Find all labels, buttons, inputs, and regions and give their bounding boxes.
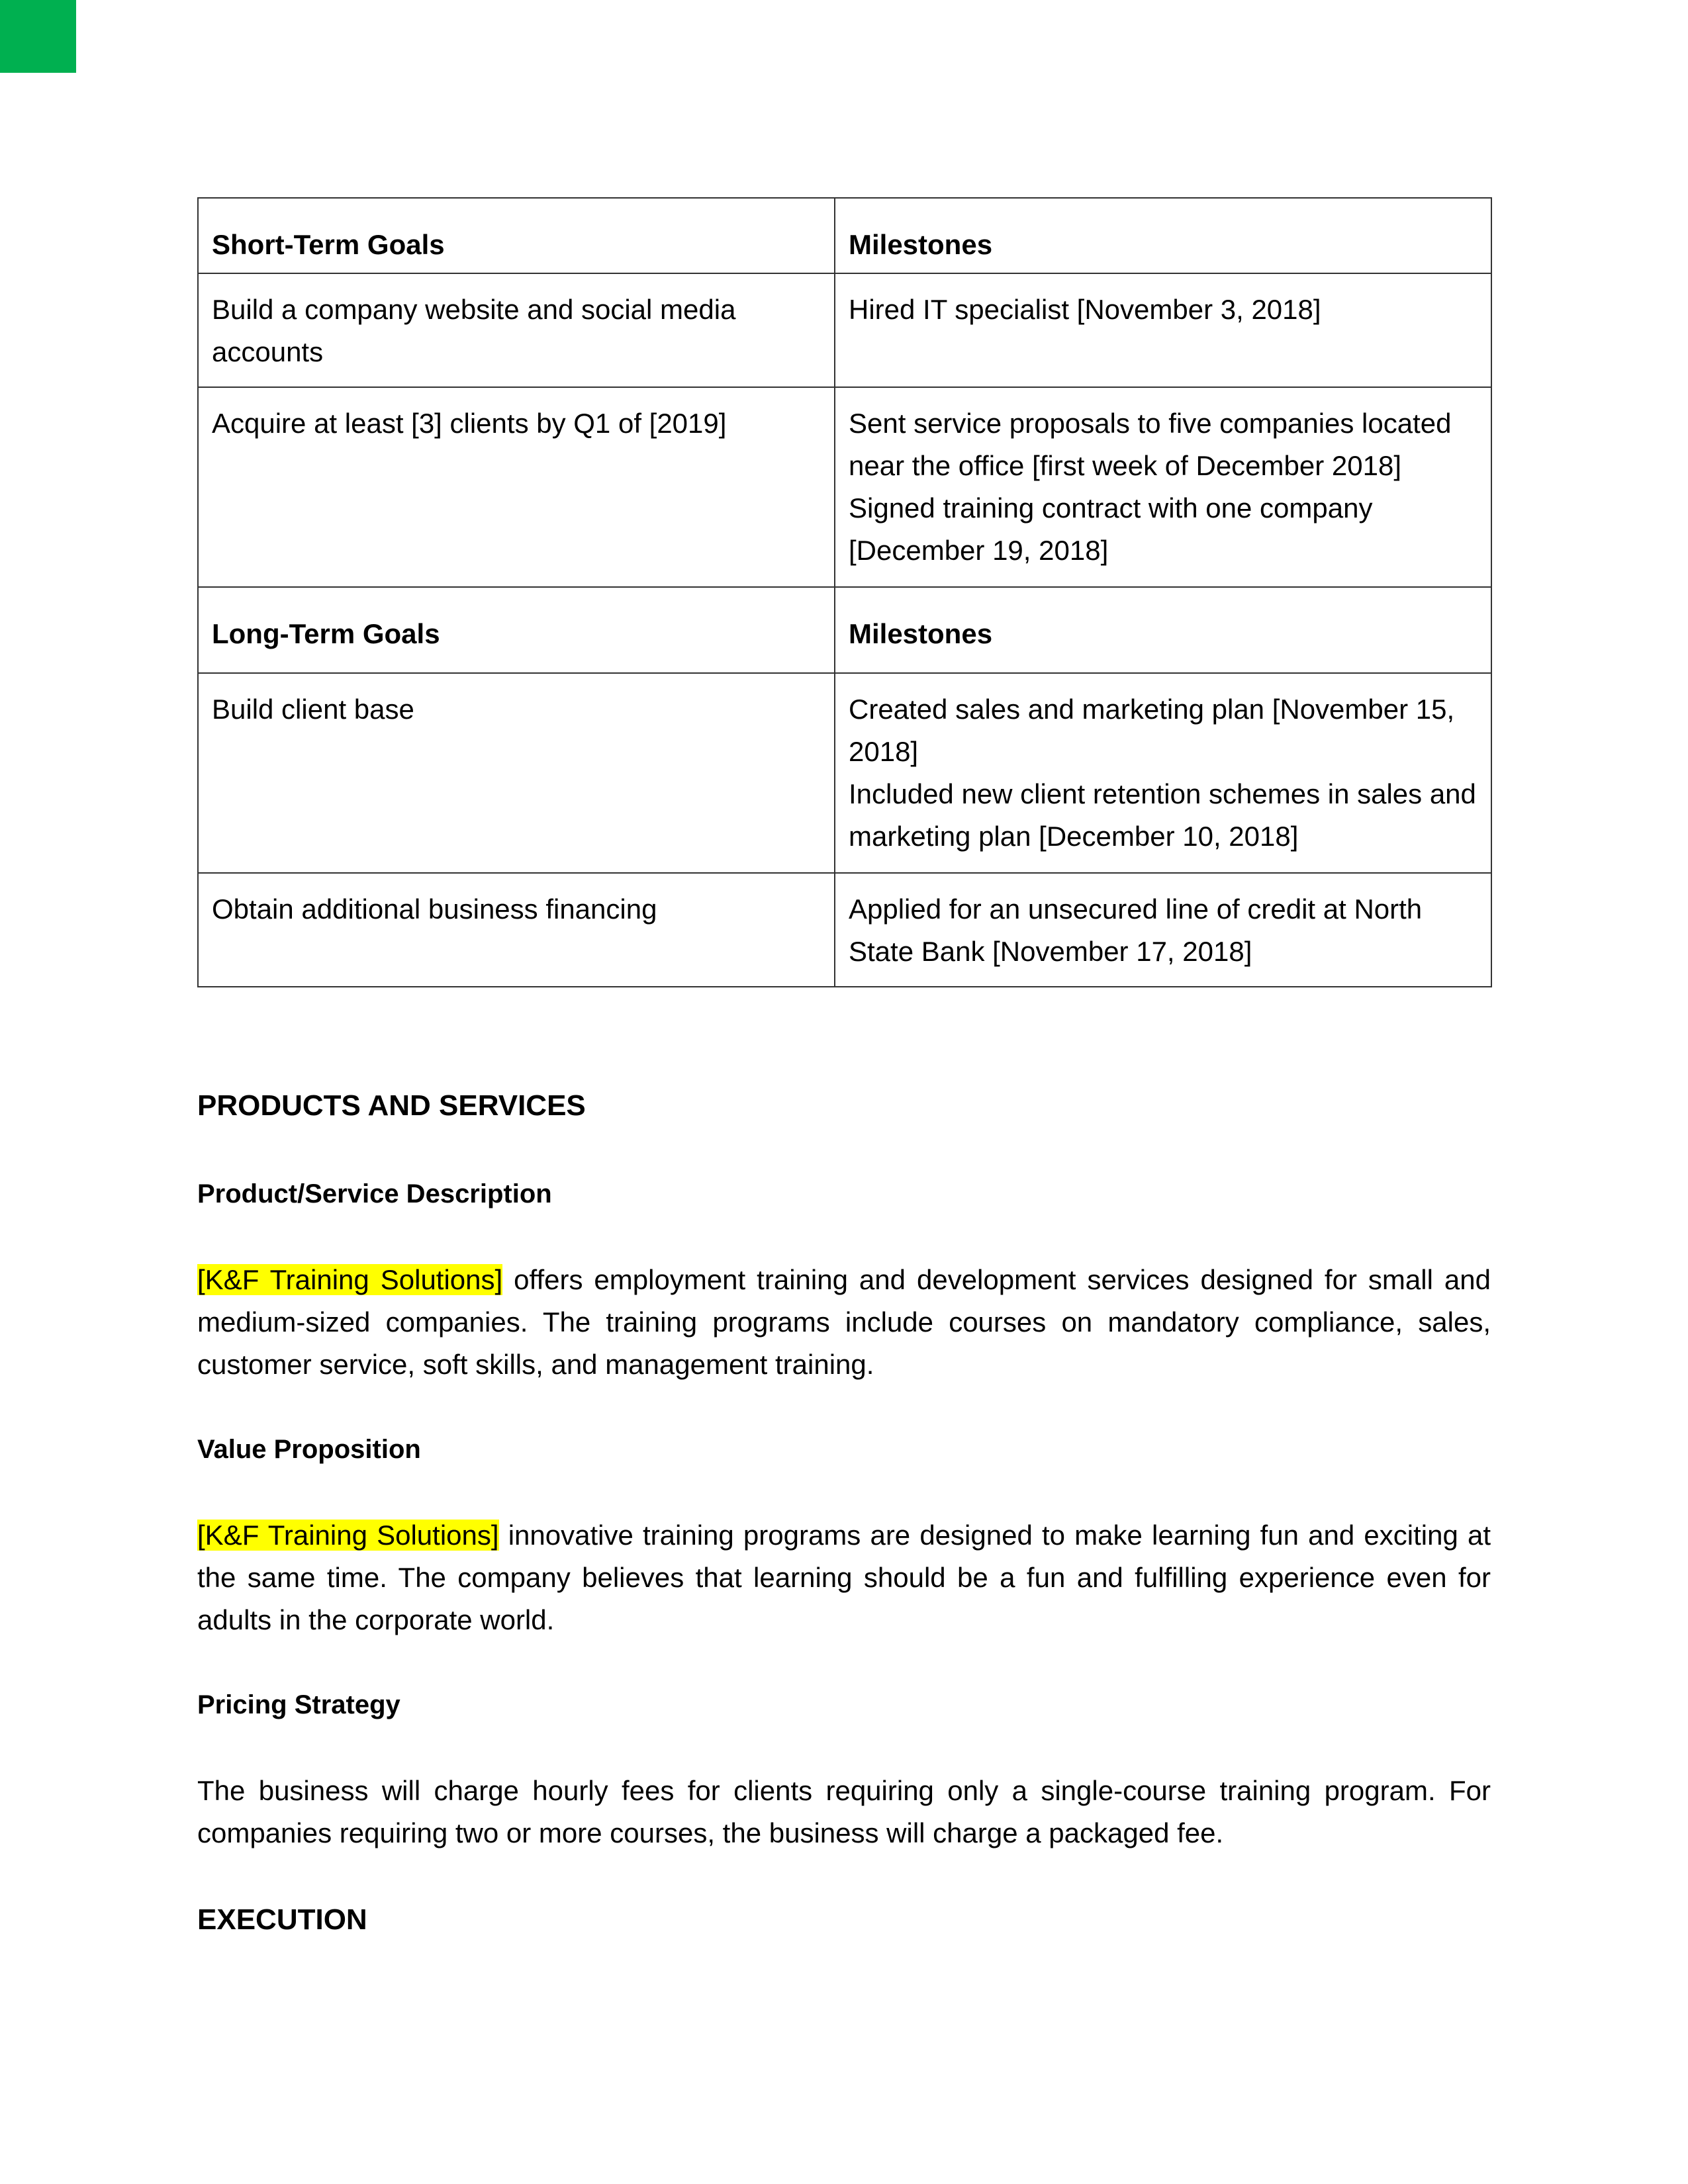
goal-cell: Build a company website and social media accounts [198, 273, 835, 387]
goal-cell: Build client base [198, 673, 835, 873]
milestone-line: Hired IT specialist [November 3, 2018] [849, 294, 1321, 325]
company-name-highlight: [K&F Training Solutions] [197, 1264, 503, 1295]
section-heading-execution: EXECUTION [197, 1903, 367, 1936]
table-row [198, 273, 1491, 387]
table-row [198, 673, 1491, 873]
description-text: offers employment training and development services designed for small and medium-sized companies. The training programs include courses on mandatory compliance, sales, customer service, soft skills, and management training. [197, 1264, 1491, 1380]
subheading-description: Product/Service Description [197, 1179, 552, 1208]
milestone-cell [835, 673, 1491, 873]
table-header-cell: Long-Term Goals [198, 587, 835, 673]
milestone-line: Sent service proposals to five companies located near the office [first week of December 2018] [849, 408, 1452, 481]
value-paragraph [197, 1514, 1491, 1641]
section-heading-products: PRODUCTS AND SERVICES [197, 1089, 586, 1122]
goals-milestones-table [197, 197, 1492, 987]
table-header-cell: Short-Term Goals [198, 198, 835, 273]
table-header-row [198, 587, 1491, 673]
table-row [198, 387, 1491, 587]
document-body [197, 197, 1491, 1936]
description-paragraph [197, 1259, 1491, 1386]
milestone-cell [835, 873, 1491, 987]
company-name-highlight: [K&F Training Solutions] [197, 1520, 499, 1551]
milestone-line: Applied for an unsecured line of credit at North State Bank [November 17, 2018] [849, 893, 1423, 967]
milestone-line: Signed training contract with one company [December 19, 2018] [849, 492, 1373, 566]
goal-cell: Obtain additional business financing [198, 873, 835, 987]
pricing-paragraph: The business will charge hourly fees for clients requiring only a single-course training program. For companies requiring two or more courses, the business will charge a packaged fee. [197, 1775, 1491, 1848]
milestone-cell [835, 387, 1491, 587]
table-header-row [198, 198, 1491, 273]
table-header-cell: Milestones [835, 198, 1491, 273]
milestone-line: Created sales and marketing plan [November 15, 2018] [849, 694, 1455, 767]
brand-corner-tab [0, 0, 76, 73]
milestone-line: Included new client retention schemes in sales and marketing plan [December 10, 2018] [849, 778, 1476, 852]
table-row [198, 873, 1491, 987]
milestone-cell [835, 273, 1491, 387]
subheading-pricing: Pricing Strategy [197, 1690, 400, 1719]
goal-cell: Acquire at least [3] clients by Q1 of [2019] [198, 387, 835, 587]
table-header-cell: Milestones [835, 587, 1491, 673]
subheading-value-proposition: Value Proposition [197, 1435, 421, 1464]
value-text: innovative training programs are designed to make learning fun and exciting at the same time. The company believes that learning should be a fun and fulfilling experience even for adults in the corporate world. [197, 1520, 1491, 1635]
